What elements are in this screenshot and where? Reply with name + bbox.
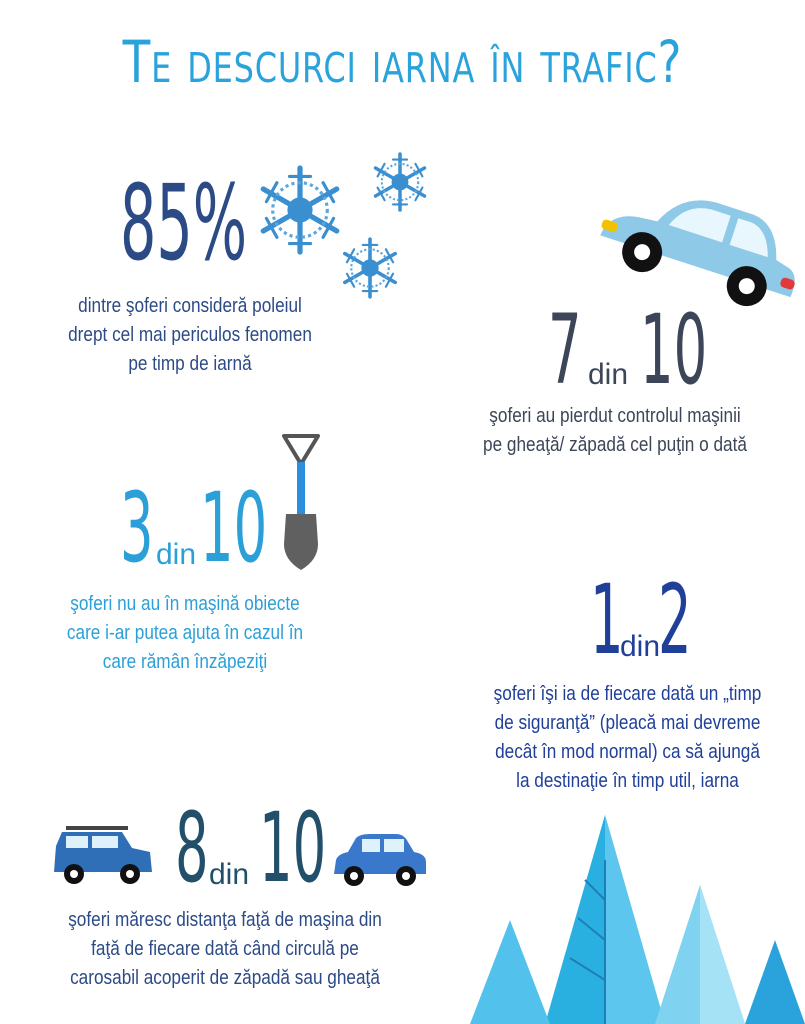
pine-tree-icon — [745, 940, 805, 1024]
caption-line: şoferi nu au în maşină obiecte — [70, 593, 300, 615]
stat1-value: 85% — [120, 162, 248, 284]
suv-icon — [52, 824, 157, 890]
stat2-caption — [465, 402, 766, 460]
stat4-denominator: 2 — [658, 564, 692, 676]
caption-line: care rămân înzăpeziţi — [102, 651, 268, 673]
stat4-din: din — [620, 630, 661, 663]
stat5-din: din — [209, 858, 250, 891]
page-title: Te descurci iarna în trafic? — [122, 28, 683, 96]
caption-line: decât în mod normal) ca să ajungă — [495, 741, 760, 763]
stat4-numerator: 1 — [590, 564, 624, 676]
snowflake-icon — [263, 168, 337, 252]
small-car-icon — [330, 830, 430, 890]
caption-line: pe gheaţă/ zăpadă cel puţin o dată — [483, 434, 747, 456]
stat5-numerator: 8 — [175, 792, 209, 904]
stat3-din: din — [156, 538, 197, 571]
snowflake-icon — [345, 239, 395, 297]
caption-line: şoferi au pierdut controlul maşinii — [489, 405, 741, 427]
stat2-din: din — [588, 358, 629, 391]
stat2-ratio — [548, 294, 748, 406]
pine-tree-icon — [545, 815, 665, 1024]
caption-line: faţă de fiecare dată când circulă pe — [91, 938, 359, 960]
stat4-caption — [479, 680, 776, 796]
stat3-denominator: 10 — [200, 472, 268, 584]
pine-tree-icon — [470, 920, 550, 1024]
caption-line: drept cel mai periculos fenomen — [68, 324, 312, 346]
stat2-denominator: 10 — [640, 294, 708, 406]
stat3-caption — [43, 590, 327, 677]
caption-line: carosabil acoperit de zăpadă sau gheaţă — [70, 967, 380, 989]
snowflake-icon — [376, 154, 425, 210]
caption-line: la destinaţie în timp util, iarna — [516, 770, 739, 792]
snowflakes-group — [250, 150, 440, 300]
stat3-numerator: 3 — [120, 472, 154, 584]
stat5-denominator: 10 — [259, 792, 327, 904]
caption-line: şoferi îşi ia de fiecare dată un „timp — [493, 683, 762, 705]
stat1-caption — [52, 292, 327, 379]
caption-line: pe timp de iarnă — [128, 353, 252, 375]
pine-tree-icon — [655, 885, 745, 1024]
stat5-caption — [49, 906, 402, 993]
stat2-numerator: 7 — [548, 294, 582, 406]
caption-line: care i-ar putea ajuta în cazul în — [66, 622, 304, 644]
stat3-ratio — [120, 472, 320, 584]
trees-group — [470, 800, 805, 1024]
caption-line: de siguranţă” (pleacă mai devreme — [494, 712, 761, 734]
caption-line: şoferi măresc distanţa faţă de maşina din — [68, 909, 382, 931]
caption-line: dintre şoferi consideră poleiul — [78, 295, 302, 317]
stat4-ratio — [590, 564, 750, 676]
